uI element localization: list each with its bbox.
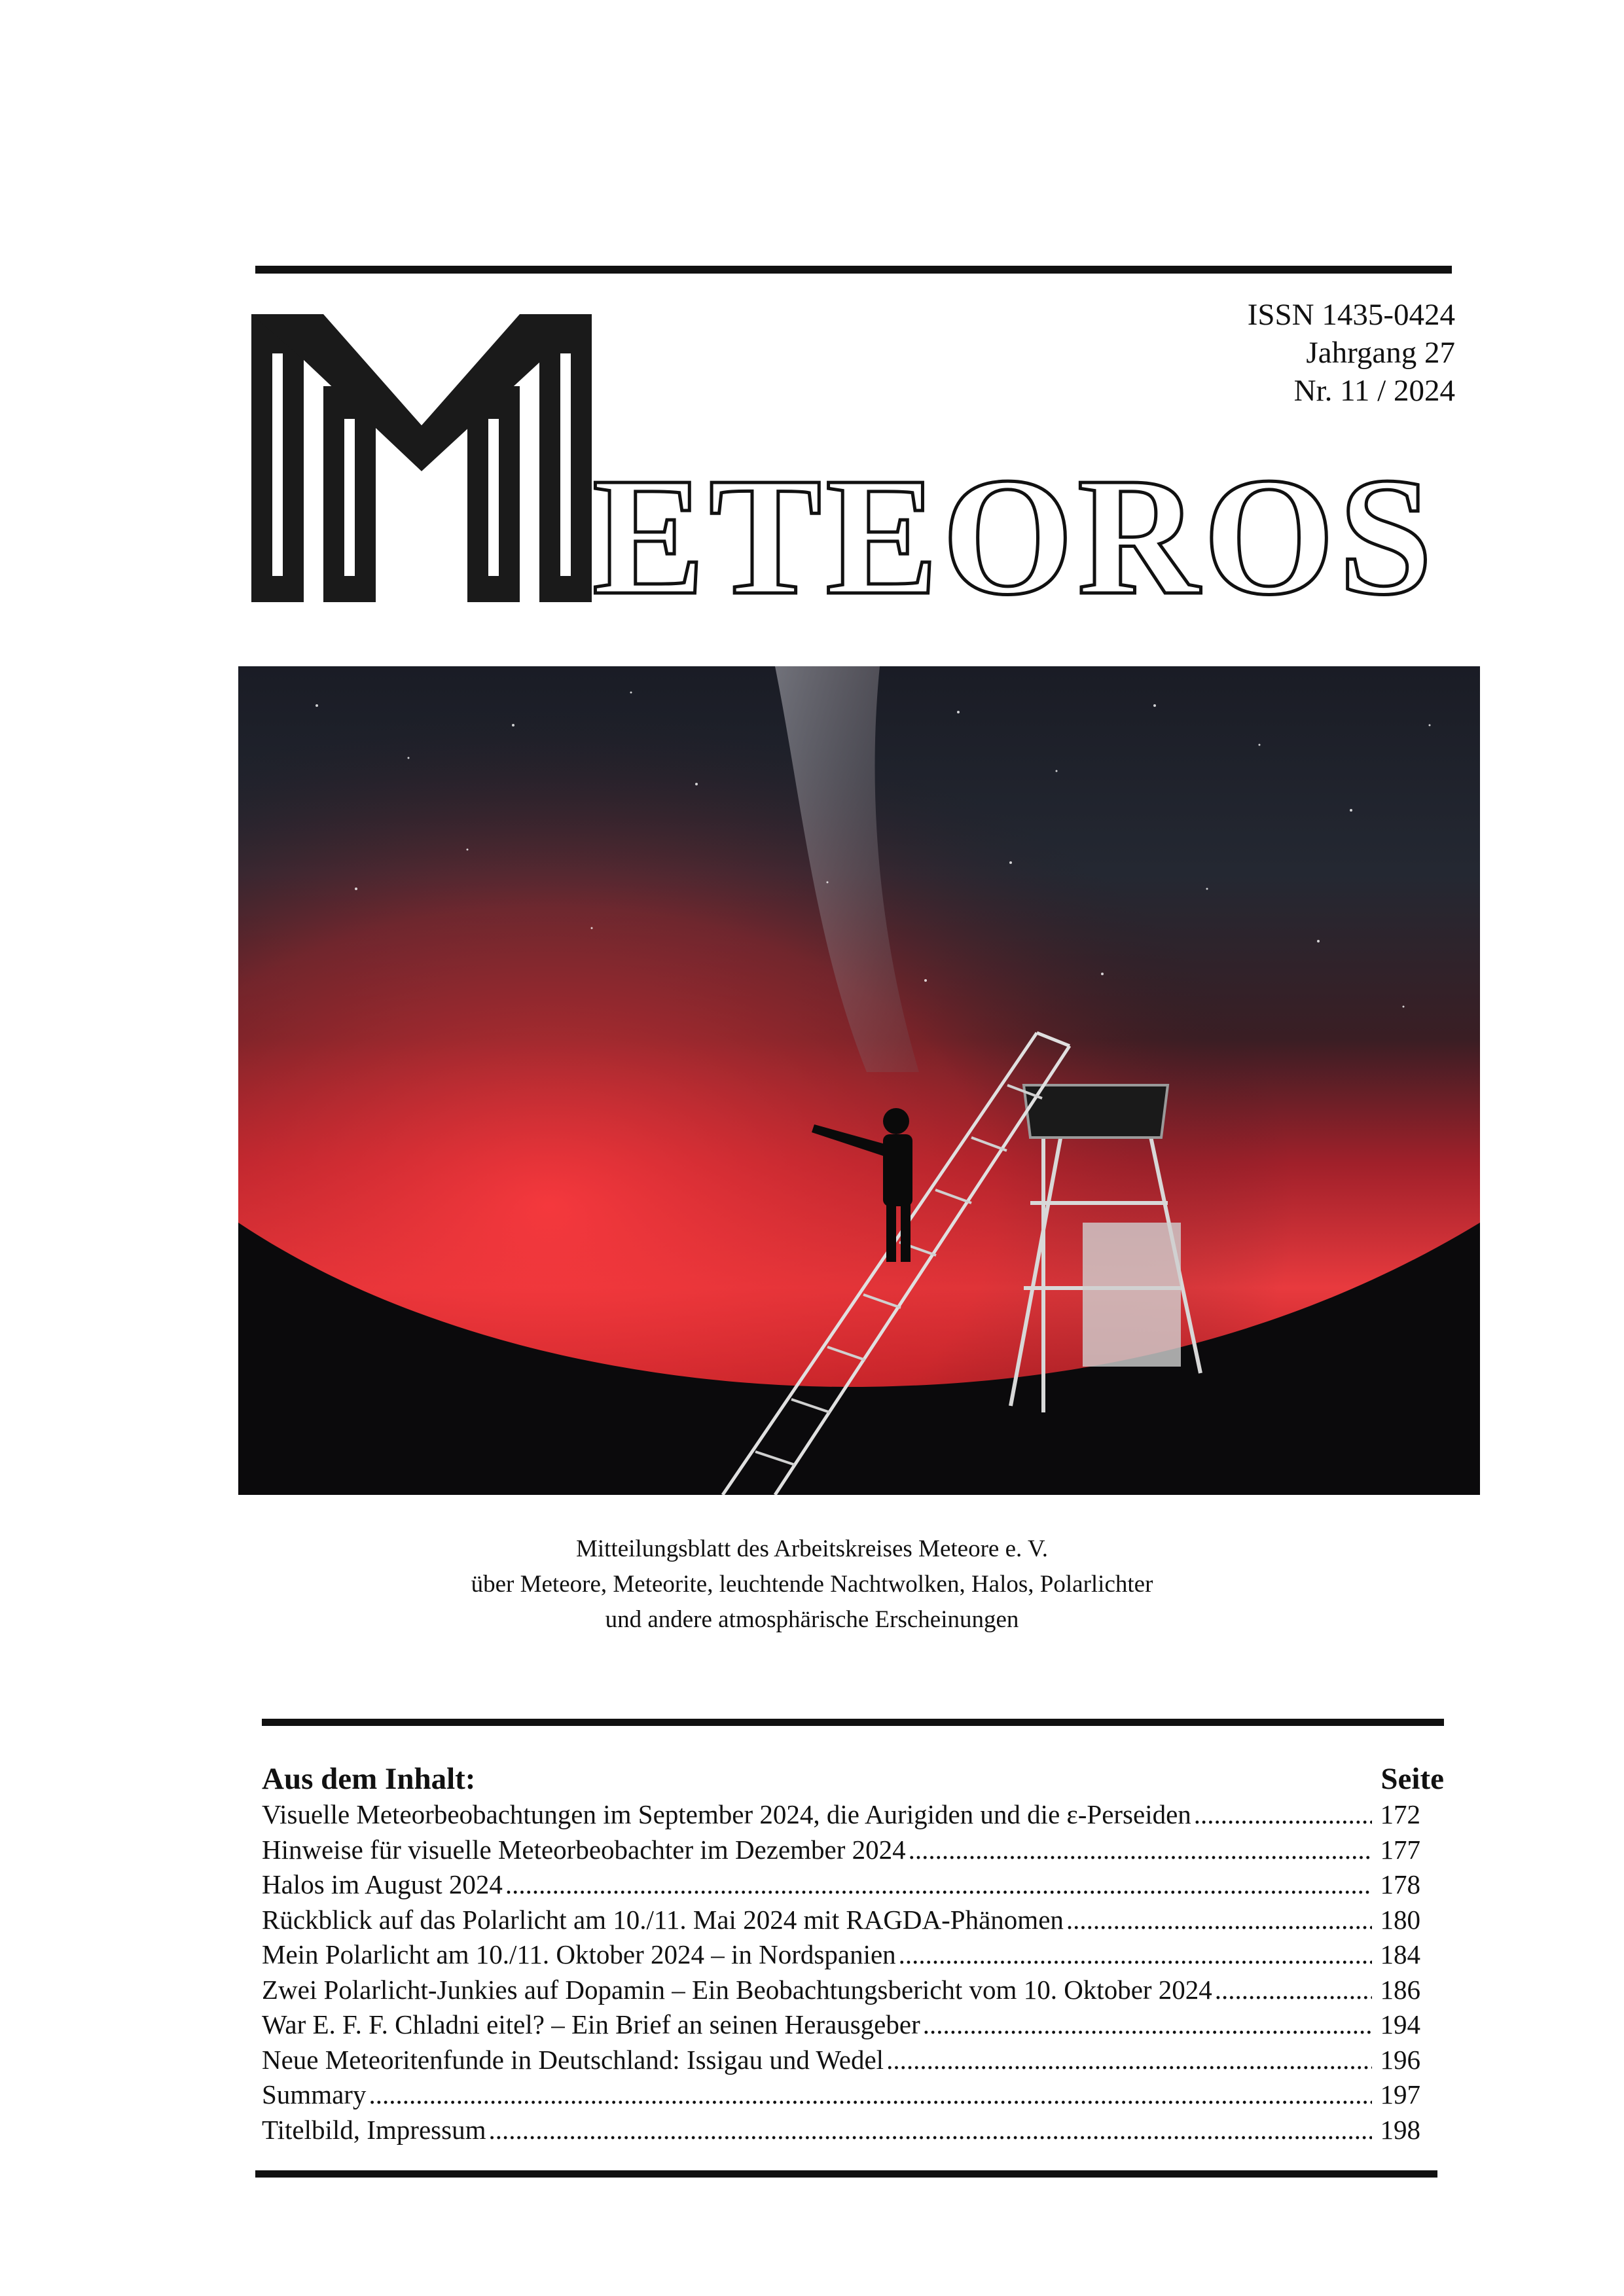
volume-text: Jahrgang 27 [1306, 336, 1455, 370]
toc-entry [262, 2113, 1420, 2148]
toc-entry-page: 177 [1380, 1834, 1420, 1865]
toc-entry [262, 1903, 1420, 1938]
toc-entry-title: Halos im August 2024 [262, 1869, 503, 1899]
toc-top-rule [262, 1719, 1444, 1726]
toc-leader [1194, 1797, 1372, 1833]
table-of-contents [262, 1761, 1444, 2147]
toc-entry [262, 1867, 1420, 1903]
toc-heading: Aus dem Inhalt: [262, 1762, 476, 1796]
toc-entry [262, 2007, 1420, 2043]
toc-leader [1215, 1973, 1372, 2008]
toc-leader [505, 1867, 1372, 1903]
toc-leader [909, 1833, 1372, 1868]
caption-line-2: über Meteore, Meteorite, leuchtende Nachtwolken, Halos, Polarlichter [471, 1571, 1153, 1598]
toc-entry-title: Rückblick auf das Polarlicht am 10./11. Mai 2024 mit RAGDA-Phänomen [262, 1904, 1064, 1935]
aurora-night-scene-icon [238, 666, 1480, 1495]
toc-entry-page: 194 [1380, 2009, 1420, 2039]
toc-entry-page: 198 [1380, 2114, 1420, 2145]
toc-leader [1066, 1903, 1372, 1938]
toc-entry-title: Zwei Polarlicht-Junkies auf Dopamin – Ein Beobachtungsbericht vom 10. Oktober 2024 [262, 1974, 1212, 2005]
toc-entry-page: 186 [1380, 1974, 1420, 2005]
toc-entry [262, 1937, 1420, 1973]
toc-leader [899, 1937, 1372, 1973]
cover-photo [238, 666, 1480, 1495]
toc-entry-page: 178 [1380, 1869, 1420, 1899]
toc-entry-page: 172 [1380, 1799, 1420, 1829]
toc-entry-title: War E. F. F. Chladni eitel? – Ein Brief an seinen Herausgeber [262, 2009, 920, 2039]
toc-entry [262, 2077, 1420, 2113]
bottom-rule [255, 2170, 1437, 2178]
toc-entry-title: Hinweise für visuelle Meteorbeobachter im Dezember 2024 [262, 1834, 906, 1865]
toc-entry-title: Mein Polarlicht am 10./11. Oktober 2024 – in Nordspanien [262, 1939, 896, 1969]
toc-entry [262, 1833, 1420, 1868]
toc-entry-title: Summary [262, 2079, 367, 2109]
toc-entry-title: Titelbild, Impressum [262, 2114, 486, 2145]
toc-entry-title: Neue Meteoritenfunde in Deutschland: Issigau und Wedel [262, 2044, 884, 2075]
top-rule [255, 266, 1452, 274]
toc-header [262, 1761, 1444, 1797]
toc-leader [886, 2043, 1372, 2078]
issue-text: Nr. 11 / 2024 [1293, 374, 1455, 408]
toc-leader [488, 2113, 1372, 2148]
toc-entry-page: 197 [1380, 2079, 1420, 2109]
toc-entry-page: 184 [1380, 1939, 1420, 1969]
meteoros-logo-icon [251, 314, 592, 602]
toc-entry [262, 1973, 1420, 2008]
caption-line-1: Mitteilungsblatt des Arbeitskreises Meteore e. V. [575, 1535, 1049, 1562]
meteoros-wordmark: ETEOROS [592, 442, 1437, 630]
toc-entry [262, 1797, 1420, 1833]
toc-entry-title: Visuelle Meteorbeobachtungen im September 2024, die Aurigiden und die ε-Perseiden [262, 1799, 1191, 1829]
toc-leader [369, 2077, 1372, 2113]
toc-entry [262, 2043, 1420, 2078]
publication-description [0, 1532, 1624, 1638]
toc-page-heading: Seite [1380, 1762, 1444, 1796]
caption-line-3: und andere atmosphärische Erscheinungen [605, 1606, 1019, 1633]
issn-text: ISSN 1435-0424 [1247, 298, 1455, 332]
issue-info [1248, 296, 1455, 410]
toc-leader [923, 2007, 1372, 2043]
toc-entry-page: 180 [1380, 1904, 1420, 1935]
toc-entry-page: 196 [1380, 2044, 1420, 2075]
